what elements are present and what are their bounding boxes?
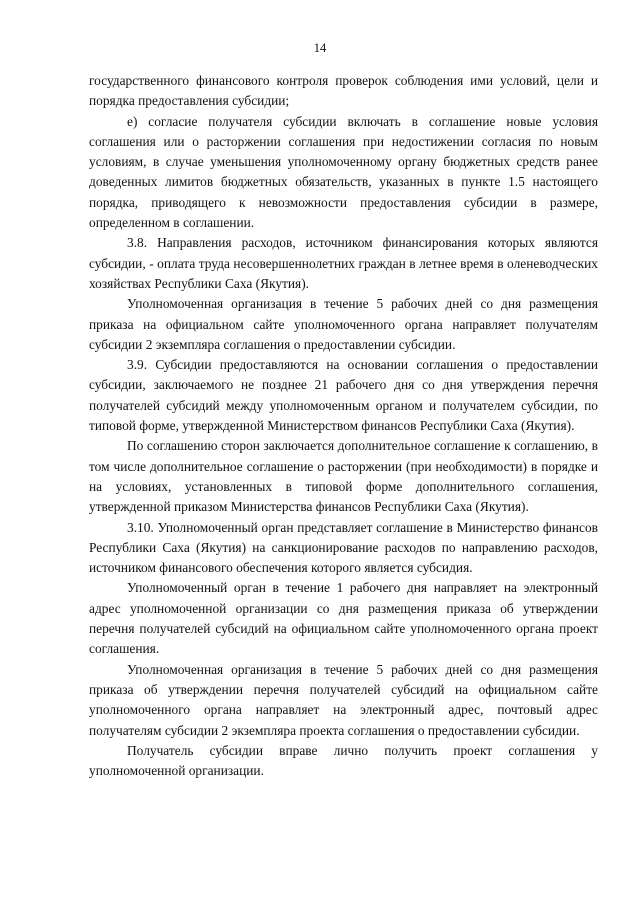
- paragraph-3-8: 3.8. Направления расходов, источником финансирования которых являются субсидии, - оплата труда несовершеннолетних граждан в летнее время в оленеводческих хозяйствах Республики Саха (Якутия).: [89, 235, 598, 291]
- paragraph-3-9-additional-agreement: По соглашению сторон заключается дополнительное соглашение к соглашению, в том числе дополнительное соглашение о расторжении (при необходимости) в порядке и на условиях, установленных в типовой форме дополнительного соглашения, утвержденной приказом Министерства финансов Республики Саха (Якутия).: [89, 438, 598, 515]
- paragraph-3-8-organization: Уполномоченная организация в течение 5 рабочих дней со дня размещения приказа на официальном сайте уполномоченного органа направляет получателям субсидии 2 экземпляра соглашения о предоставлении субсидии.: [89, 296, 598, 352]
- paragraph-item-e: е) согласие получателя субсидии включать в соглашение новые условия соглашения или о расторжении соглашения при недостижении согласия по новым условиям, в случае уменьшения уполномоченному органу бюджетных средств ранее доведенных лимитов бюджетных обязательств, указанных в пункте 1.5 настоящего порядка, приводящего к невозможности предоставления субсидии в размере, определенном в соглашении.: [89, 113, 598, 231]
- page-number: 14: [313, 41, 327, 55]
- paragraph-continuation: государственного финансового контроля проверок соблюдения ими условий, цели и порядка предоставления субсидии;: [89, 73, 598, 109]
- paragraph-3-9: 3.9. Субсидии предоставляются на основании соглашения о предоставлении субсидии, заключаемого не позднее 21 рабочего дня со дня утверждения перечня получателей субсидий между уполномоченным органом и получателем субсидии, по типовой форме, утвержденной Министерством финансов Республики Саха (Якутия).: [89, 357, 598, 434]
- paragraph-3-10: 3.10. Уполномоченный орган представляет соглашение в Министерство финансов Республики Саха (Якутия) на санкционирование расходов по направлению расходов, источником финансового обеспечения которого является субсидия.: [89, 519, 598, 576]
- paragraph-3-10-authorized-body: Уполномоченный орган в течение 1 рабочего дня направляет на электронный адрес уполномоченной организации со дня размещения приказа об утверждении перечня получателей субсидий на официальном сайте уполномоченного органа проект соглашения.: [89, 580, 598, 657]
- document-body: [89, 71, 598, 781]
- paragraph-3-10-organization: Уполномоченная организация в течение 5 рабочих дней со дня размещения приказа об утверждении перечня получателей субсидий на официальном сайте уполномоченного органа направляет на электронный адрес, почтовый адрес получателям субсидии 2 экземпляра проекта соглашения о предоставлении субсидии.: [89, 661, 598, 738]
- paragraph-3-10-recipient: Получатель субсидии вправе лично получить проект соглашения у уполномоченной организации.: [89, 742, 598, 779]
